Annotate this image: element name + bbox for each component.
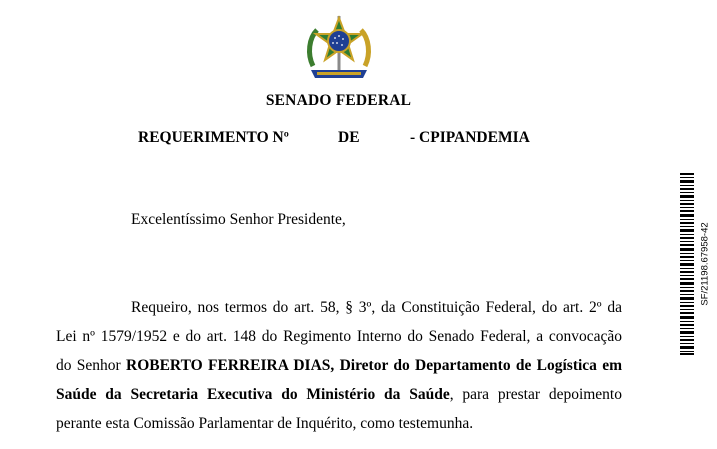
salutation: Excelentíssimo Senhor Presidente, [131,211,346,228]
body-line-3-plain: do Senhor [56,357,121,374]
requirement-middle: DE [338,129,360,146]
nominee-name: ROBERTO FERREIRA DIAS, Diretor do Departamento de Logística em [126,357,622,374]
document-code: SF/21198.67958-42 [699,222,711,306]
requirement-suffix: - CPIPANDEMIA [410,129,530,146]
body-paragraph [56,293,622,438]
body-line-2: Lei nº 1579/1952 e do art. 148 do Regimento Interno do Senado Federal, a convocação [56,328,622,345]
coat-of-arms-icon [303,14,375,84]
house-title: SENADO FEDERAL [265,92,412,109]
body-line-3 [56,351,622,380]
body-line-1: Requeiro, nos termos do art. 58, § 3º, da Constituição Federal, do art. 2º da [131,299,622,316]
body-line-5: perante esta Comissão Parlamentar de Inquérito, como testemunha. [56,415,474,432]
nominee-role: Saúde da Secretaria Executiva do Ministério da Saúde [56,386,450,403]
requirement-prefix: REQUERIMENTO Nº [138,129,289,146]
barcode-icon [680,173,694,355]
body-line-4 [56,380,622,409]
body-line-4-plain: , para prestar depoimento [449,386,622,403]
